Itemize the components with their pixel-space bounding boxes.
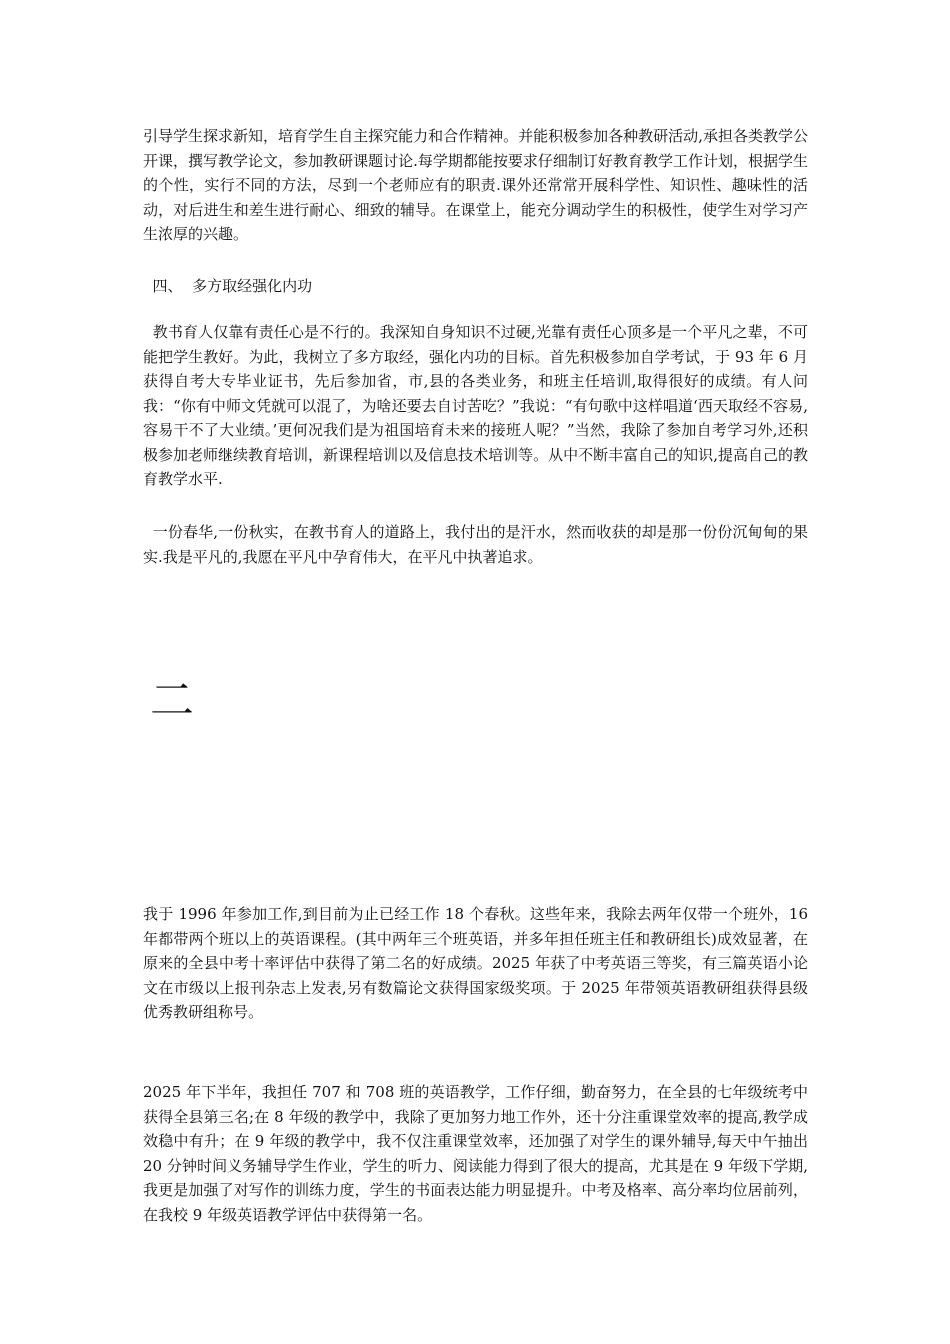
section-number: 二: [150, 675, 194, 726]
paragraph-1: 引导学生探求新知，培育学生自主探究能力和合作精神。并能积极参加各种教研活动,承担各类教学公开课，撰写教学论文，参加教研课题讨论.每学期都能按要求仔细制订好教育教学工作计划，根据学生的个性，实行不同的方法，尽到一个老师应有的职责.课外还常常开展科学性、知识性、趣味性的活动，对后进生和差生进行耐心、细致的辅导。在课堂上，能充分调动学生的积极性，使学生对学习产生浓厚的兴趣。: [143, 127, 808, 243]
paragraph-4: 我于 1996 年参加工作,到目前为止已经工作 18 个春秋。这些年来，我除去两年仅带一个班外，16 年都带两个班以上的英语课程。(其中两年三个班英语，并多年担任班主任和教研组长)成效显著，在原来的全县中考十率评估中获得了第二名的好成绩。2025 年获了中考英语三等奖，有三篇英语小论文在市级以上报刊杂志上发表,另有数篇论文获得国家级奖项。于 2025 年带领英语教研组获得县级优秀教研组称号。: [143, 905, 808, 1021]
paragraph-5: 2025 年下半年，我担任 707 和 708 班的英语教学，工作仔细，勤奋努力，在全县的七年级统考中获得全县第三名;在 8 年级的教学中，我除了更加努力地工作外，还十分注重课堂效率的提高,教学成效稳中有升；在 9 年级的教学中，我不仅注重课堂效率，还加强了对学生的课外辅导,每天中午抽出 20 分钟时间义务辅导学生作业，学生的听力、阅读能力得到了很大的提高，尤其是在 9 年级下学期,我更是加强了对写作的训练力度，学生的书面表达能力明显提升。中考及格率、高分率均位居前列，在我校 9 年级英语教学评估中获得第一名。: [143, 1083, 808, 1224]
paragraph-3: 一份春华,一份秋实，在教书育人的道路上，我付出的是汗水，然而收获的却是那一份份沉甸甸的果实.我是平凡的,我愿在平凡中孕育伟大，在平凡中执著追求。: [143, 523, 808, 566]
paragraph-2: 教书育人仅靠有责任心是不行的。我深知自身知识不过硬,光靠有责任心顶多是一个平凡之辈，不可能把学生教好。为此，我树立了多方取经，强化内功的目标。首先积极参加自学考试，于 93 年 6 月获得自考大专毕业证书，先后参加省，市,县的各类业务，和班主任培训,取得很好的成绩。有人问我：“你有中师文凭就可以混了，为啥还要去自讨苦吃？”我说：“有句歌中这样唱道‘西天取经不容易,容易干不了大业绩。’更何况我们是为祖国培育未来的接班人呢？”当然，我除了参加自考学习外,还积极参加老师继续教育培训，新课程培训以及信息技术培训等。从中不断丰富自己的知识,提高自己的教育教学水平.: [143, 323, 808, 488]
section-heading-4: 四、 多方取经强化内功: [143, 277, 313, 295]
